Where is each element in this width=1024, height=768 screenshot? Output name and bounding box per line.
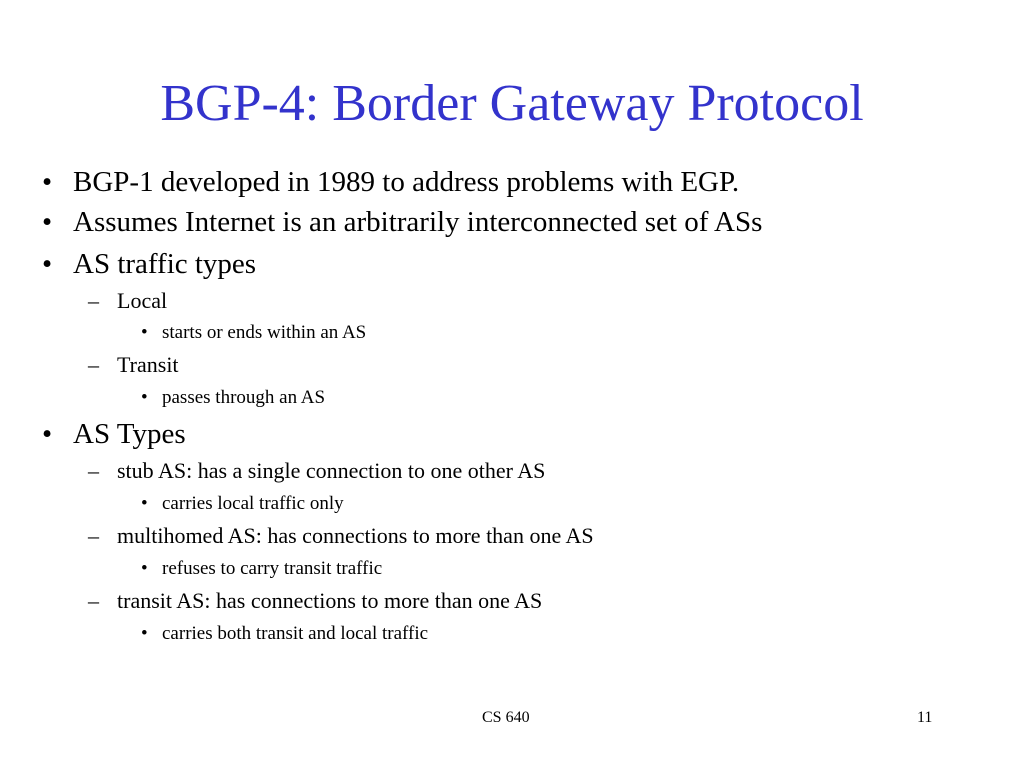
sub-bullet-text: Transit bbox=[117, 352, 179, 377]
bullet-marker: • bbox=[42, 166, 53, 198]
sub-bullet-text: multihomed AS: has connections to more than one AS bbox=[117, 523, 594, 548]
bullet-marker: • bbox=[42, 206, 53, 238]
footer-course: CS 640 bbox=[482, 709, 530, 726]
sub-bullet-text: Local bbox=[117, 288, 168, 313]
sub-bullet-text: stub AS: has a single connection to one other AS bbox=[117, 458, 546, 483]
bullet-marker: • bbox=[141, 623, 148, 644]
sub-sub-bullet-text: passes through an AS bbox=[162, 387, 326, 408]
bullet-marker: • bbox=[141, 493, 148, 514]
bullet-text: AS traffic types bbox=[73, 248, 257, 280]
bullet-text: Assumes Internet is an arbitrarily interconnected set of ASs bbox=[73, 206, 763, 238]
bullet-marker: • bbox=[141, 558, 148, 579]
dash-marker: – bbox=[88, 288, 99, 313]
footer-page-number: 11 bbox=[917, 709, 933, 726]
dash-marker: – bbox=[88, 352, 99, 377]
dash-marker: – bbox=[88, 458, 99, 483]
dash-marker: – bbox=[88, 588, 99, 613]
sub-sub-bullet-text: refuses to carry transit traffic bbox=[162, 558, 383, 579]
sub-bullet-text: transit AS: has connections to more than one AS bbox=[117, 588, 543, 613]
bullet-marker: • bbox=[42, 418, 53, 450]
sub-sub-bullet-text: starts or ends within an AS bbox=[162, 322, 367, 343]
bullet-text: AS Types bbox=[73, 418, 186, 450]
bullet-marker: • bbox=[141, 387, 148, 408]
dash-marker: – bbox=[88, 523, 99, 548]
sub-sub-bullet-text: carries local traffic only bbox=[162, 493, 344, 514]
bullet-text: BGP-1 developed in 1989 to address problems with EGP. bbox=[73, 166, 740, 198]
slide-title: BGP-4: Border Gateway Protocol bbox=[160, 75, 864, 132]
bullet-marker: • bbox=[42, 248, 53, 280]
bullet-marker: • bbox=[141, 322, 148, 343]
sub-sub-bullet-text: carries both transit and local traffic bbox=[162, 623, 429, 644]
